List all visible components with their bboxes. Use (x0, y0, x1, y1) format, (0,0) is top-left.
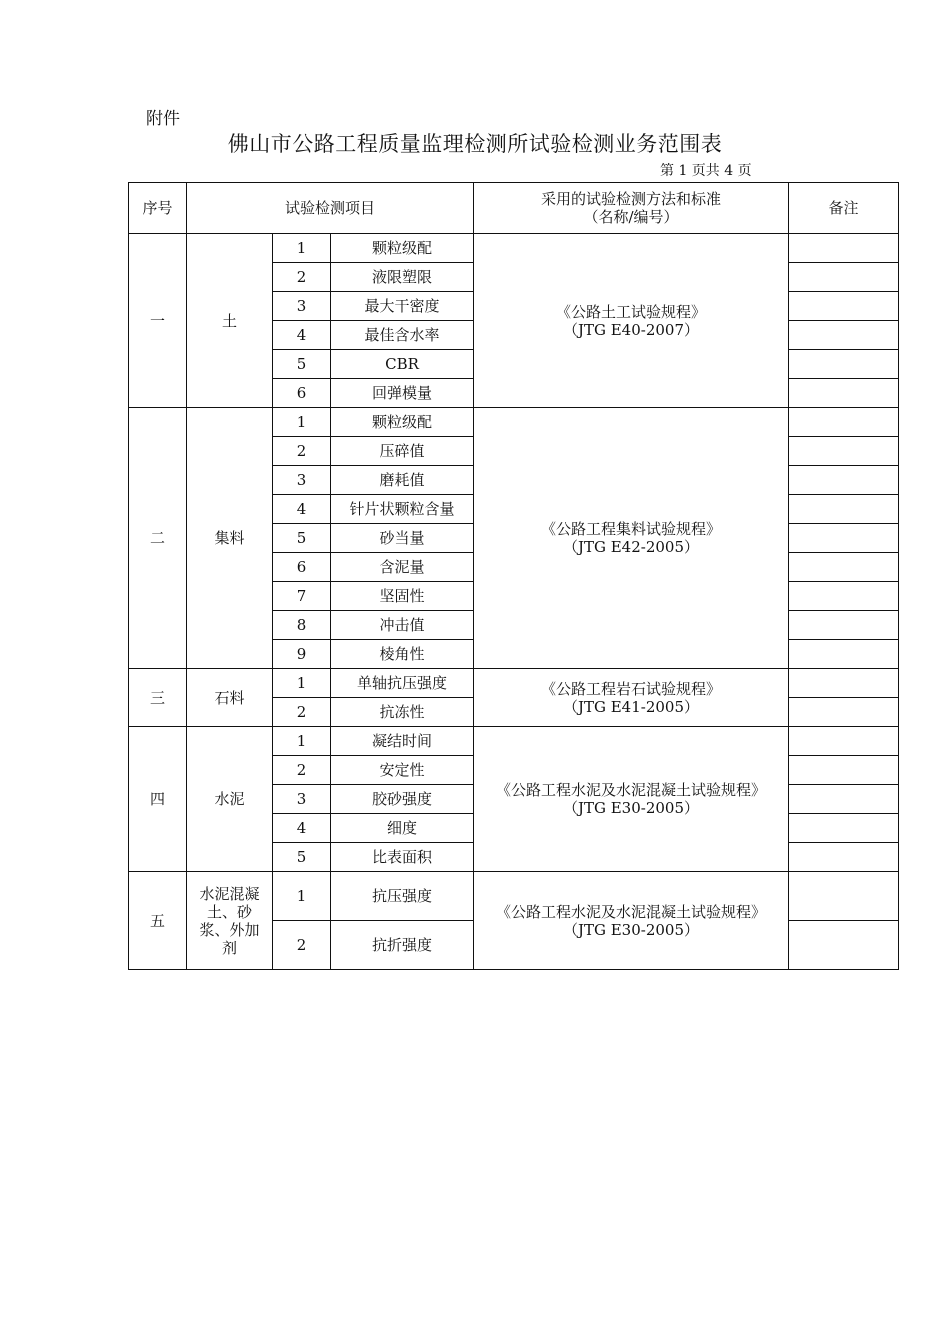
item-number: 6 (273, 379, 331, 408)
item-number: 2 (273, 756, 331, 785)
group-method (474, 872, 789, 970)
remark-cell (789, 292, 899, 321)
group-seq: 一 (129, 234, 187, 408)
group-seq: 二 (129, 408, 187, 669)
remark-cell (789, 669, 899, 698)
item-name: 细度 (331, 814, 474, 843)
item-name: 单轴抗压强度 (331, 669, 474, 698)
remark-cell (789, 611, 899, 640)
group-name: 石料 (187, 669, 273, 727)
item-name: 含泥量 (331, 553, 474, 582)
item-number: 3 (273, 466, 331, 495)
item-name: 回弹模量 (331, 379, 474, 408)
method-standard-code: （JTG E41-2005） (562, 697, 700, 716)
item-number: 3 (273, 785, 331, 814)
item-name: 坚固性 (331, 582, 474, 611)
item-number: 1 (273, 408, 331, 437)
remark-cell (789, 640, 899, 669)
remark-cell (789, 234, 899, 263)
item-number: 1 (273, 872, 331, 921)
item-number: 5 (273, 524, 331, 553)
method-standard-name: 《公路工程水泥及水泥混凝土试验规程》 (495, 902, 766, 921)
remark-cell (789, 727, 899, 756)
remark-cell (789, 756, 899, 785)
item-number: 6 (273, 553, 331, 582)
header-method (474, 183, 789, 234)
group-method (474, 727, 789, 872)
item-name: 抗折强度 (331, 921, 474, 970)
group-seq: 三 (129, 669, 187, 727)
remark-cell (789, 350, 899, 379)
item-name: 胶砂强度 (331, 785, 474, 814)
remark-cell (789, 843, 899, 872)
method-standard-name: 《公路工程水泥及水泥混凝土试验规程》 (495, 781, 766, 799)
item-number: 7 (273, 582, 331, 611)
remark-cell (789, 379, 899, 408)
table-row (129, 234, 899, 263)
group-name: 土 (187, 234, 273, 408)
remark-cell (789, 582, 899, 611)
item-number: 9 (273, 640, 331, 669)
header-item: 试验检测项目 (187, 183, 474, 234)
method-standard-code: （JTG E30-2005） (562, 799, 700, 817)
item-name: 液限塑限 (331, 263, 474, 292)
item-name: 棱角性 (331, 640, 474, 669)
header-method-line1: 采用的试验检测方法和标准 (540, 190, 721, 208)
group-method (474, 669, 789, 727)
table-header-row (129, 183, 899, 234)
method-standard-name: 《公路工程岩石试验规程》 (540, 679, 721, 698)
table-row (129, 727, 899, 756)
item-name: 针片状颗粒含量 (331, 495, 474, 524)
group-method (474, 234, 789, 408)
page-title: 佛山市公路工程质量监理检测所试验检测业务范围表 (227, 132, 723, 156)
item-number: 2 (273, 921, 331, 970)
method-standard-name: 《公路土工试验规程》 (555, 302, 706, 321)
group-seq: 五 (129, 872, 187, 970)
remark-cell (789, 921, 899, 970)
attachment-label: 附件 (146, 109, 180, 129)
item-name: 颗粒级配 (331, 408, 474, 437)
item-name: 抗冻性 (331, 698, 474, 727)
group-method (474, 408, 789, 669)
remark-cell (789, 785, 899, 814)
remark-cell (789, 524, 899, 553)
item-name: 冲击值 (331, 611, 474, 640)
item-name: 安定性 (331, 756, 474, 785)
method-standard-code: （JTG E42-2005） (562, 538, 700, 556)
remark-cell (789, 553, 899, 582)
item-name: 最大干密度 (331, 292, 474, 321)
table-row (129, 669, 899, 698)
item-number: 5 (273, 843, 331, 872)
remark-cell (789, 437, 899, 466)
header-remark: 备注 (789, 183, 899, 234)
item-number: 4 (273, 321, 331, 350)
remark-cell (789, 872, 899, 921)
item-number: 3 (273, 292, 331, 321)
item-name: 砂当量 (331, 524, 474, 553)
item-number: 2 (273, 263, 331, 292)
table-row (129, 408, 899, 437)
business-scope-table (128, 182, 899, 970)
remark-cell (789, 408, 899, 437)
item-number: 1 (273, 234, 331, 263)
item-number: 5 (273, 350, 331, 379)
remark-cell (789, 321, 899, 350)
item-name: 压碎值 (331, 437, 474, 466)
item-name: 磨耗值 (331, 466, 474, 495)
remark-cell (789, 495, 899, 524)
remark-cell (789, 814, 899, 843)
item-number: 2 (273, 437, 331, 466)
item-name: 最佳含水率 (331, 321, 474, 350)
item-number: 1 (273, 669, 331, 698)
item-number: 4 (273, 495, 331, 524)
remark-cell (789, 263, 899, 292)
method-standard-code: （JTG E30-2005） (562, 920, 700, 939)
table-row (129, 872, 899, 921)
item-number: 2 (273, 698, 331, 727)
item-name: 抗压强度 (331, 872, 474, 921)
item-number: 8 (273, 611, 331, 640)
item-name: 比表面积 (331, 843, 474, 872)
remark-cell (789, 466, 899, 495)
method-standard-code: （JTG E40-2007） (562, 320, 700, 339)
group-name: 集料 (187, 408, 273, 669)
item-name: 凝结时间 (331, 727, 474, 756)
page-info: 第 1 页共 4 页 (660, 163, 752, 179)
group-seq: 四 (129, 727, 187, 872)
item-number: 4 (273, 814, 331, 843)
remark-cell (789, 698, 899, 727)
method-standard-name: 《公路工程集料试验规程》 (540, 520, 721, 538)
group-name: 水泥 (187, 727, 273, 872)
header-seq: 序号 (129, 183, 187, 234)
group-name: 水泥混凝土、砂浆、外加剂 (187, 872, 273, 970)
item-name: CBR (331, 350, 474, 379)
header-method-line2: （名称/编号） (583, 208, 679, 226)
item-name: 颗粒级配 (331, 234, 474, 263)
item-number: 1 (273, 727, 331, 756)
